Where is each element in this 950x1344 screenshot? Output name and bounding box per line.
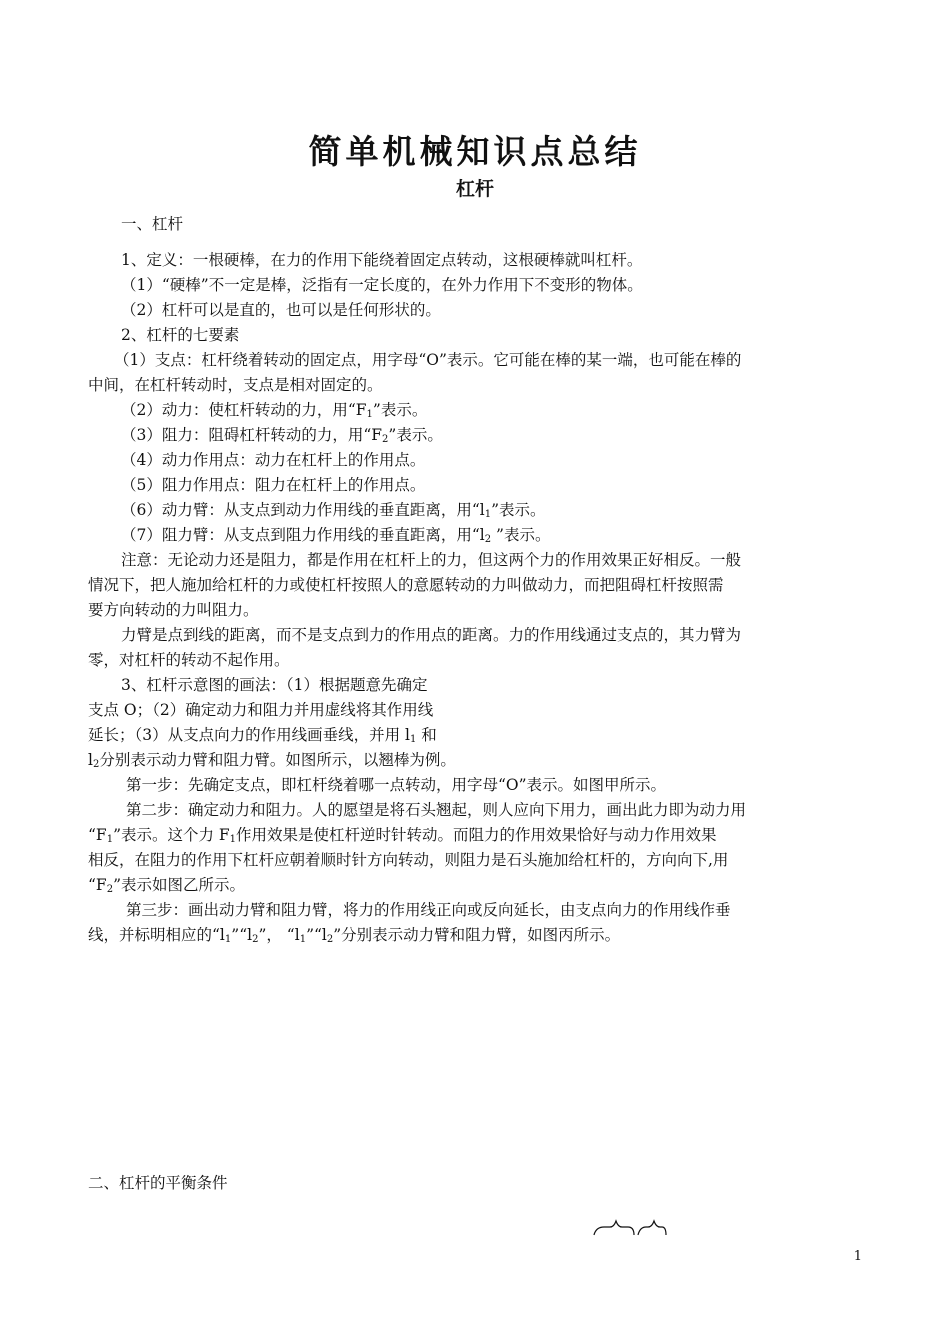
element-effort-arm: （6）动力臂：从支点到动力作用线的垂直距离，用“$l_1$”表示。	[121, 501, 546, 520]
step-2-line-3: 相反，在阻力的作用下杠杆应朝着顺时针方向转动，则阻力是石头施加给杠杆的，方向向下,用	[88, 851, 729, 869]
arm-paragraph-line-1: 力臂是点到线的距离，而不是支点到力的作用点的距离。力的作用线通过支点的，其力臂为	[121, 626, 742, 644]
step-3-line-2: 线，并标明相应的“$l_1”“l_2$”， “$l_1”“l_2$”分别表示动力臂和阻力臂，如图丙所示。	[88, 926, 621, 945]
step-2-line-4: “$F_2$”表示如图乙所示。	[88, 876, 245, 895]
note-line-1: 注意：无论动力还是阻力，都是作用在杠杆上的力，但这两个力的作用效果正好相反。一般	[121, 551, 742, 569]
element-resistance: （3）阻力：阻碍杠杆转动的力，用“$F_2$”表示。	[121, 426, 443, 445]
page-number: 1	[853, 1249, 862, 1264]
document-title: 简单机械知识点总结	[308, 132, 642, 171]
element-resistance-point: （5）阻力作用点：阻力在杠杆上的作用点。	[121, 476, 426, 494]
element-fulcrum-line-2: 中间，在杠杆转动时，支点是相对固定的。	[88, 376, 383, 394]
arm-paragraph-line-2: 零，对杠杆的转动不起作用。	[88, 651, 290, 669]
section-heading-lever: 一、杠杆	[121, 215, 184, 233]
element-fulcrum-line-1: （1）支点：杠杆绕着转动的固定点，用字母“O”表示。它可能在棒的某一端，也可能在棒的	[114, 351, 742, 369]
drawing-method-line-3: 延长；（3）从支点向力的作用线画垂线，并用 $l_1$ 和	[88, 726, 437, 745]
step-1: 第一步：先确定支点，即杠杆绕着哪一点转动，用字母“O”表示。如图甲所示。	[126, 776, 667, 794]
step-2-line-1: 第二步：确定动力和阻力。人的愿望是将石头翘起，则人应向下用力，画出此力即为动力用	[126, 801, 747, 819]
definition-note-1: （1）“硬棒”不一定是棒，泛指有一定长度的，在外力作用下不变形的物体。	[121, 276, 643, 294]
step-3-line-1: 第三步：画出动力臂和阻力臂，将力的作用线正向或反向延长，由支点向力的作用线作垂	[126, 901, 731, 919]
element-effort: （2）动力：使杠杆转动的力，用“$F_1$”表示。	[121, 401, 428, 420]
brace-mark	[592, 1215, 672, 1237]
element-resistance-arm: （7）阻力臂：从支点到阻力作用线的垂直距离，用“$l_2$ ”表示。	[121, 526, 551, 545]
drawing-method-line-4: $l_2$分别表示动力臂和阻力臂。如图所示，以翘棒为例。	[88, 751, 456, 770]
definition-note-2: （2）杠杆可以是直的，也可以是任何形状的。	[121, 301, 441, 319]
note-line-2: 情况下，把人施加给杠杆的力或使杠杆按照人的意愿转动的力叫做动力，而把阻碍杠杆按照需	[88, 576, 724, 594]
definition: 1、定义：一根硬棒，在力的作用下能绕着固定点转动，这根硬棒就叫杠杆。	[121, 251, 643, 269]
drawing-method-line-1: 3、杠杆示意图的画法：（1）根据题意先确定	[121, 676, 428, 694]
note-line-3: 要方向转动的力叫阻力。	[88, 601, 259, 619]
step-2-line-2: “$F_1$”表示。这个力 $F_1$作用效果是使杠杆逆时针转动。而阻力的作用效果恰好与动力作用效果	[88, 826, 717, 845]
seven-elements-heading: 2、杠杆的七要素	[121, 326, 240, 344]
section-heading-balance: 二、杠杆的平衡条件	[88, 1174, 228, 1192]
element-effort-point: （4）动力作用点：动力在杠杆上的作用点。	[121, 451, 426, 469]
drawing-method-line-2: 支点 O；（2）确定动力和阻力并用虚线将其作用线	[88, 701, 434, 719]
document-subtitle: 杠杆	[455, 178, 494, 200]
